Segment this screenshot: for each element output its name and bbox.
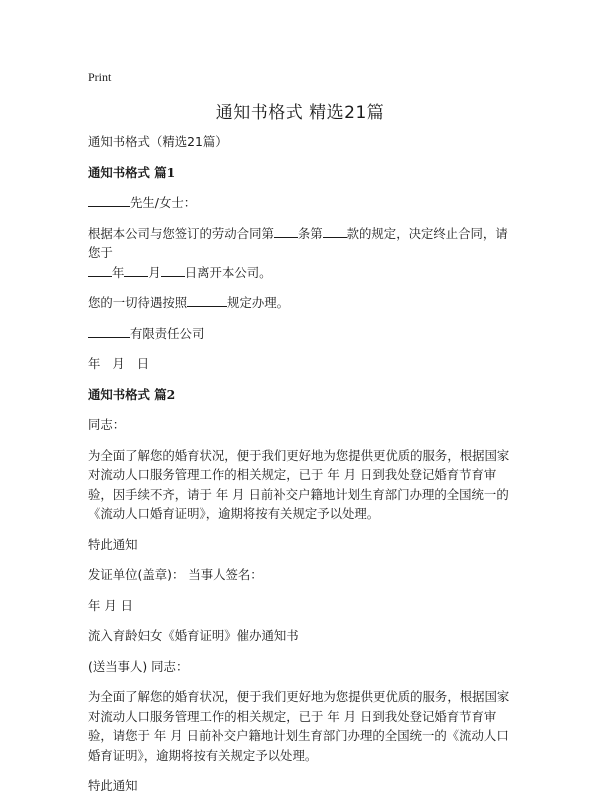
name-blank xyxy=(88,193,130,207)
body-text: 月 xyxy=(148,264,161,280)
salutation-line-2: 同志： xyxy=(88,417,126,432)
notice-paragraph: 为全面了解您的婚育状况，便于我们更好地为您提供更优质的服务，根据国家对流动人口服务管理工作的相关规定，已于 年 月 日到我处登记婚育节育审验，因手续不齐，请于 年 月 日前补交户籍地计划生育部门办理的全国统一的《流动人口婚育证明》，逾期将按有关规定予以处理。 xyxy=(88,447,510,521)
section-heading-1: 通知书格式 篇1 xyxy=(88,164,176,180)
body-text: 年 xyxy=(112,264,125,280)
special-notice-2: 特此通知 xyxy=(88,778,138,793)
recipient-line: (送当事人) 同志： xyxy=(88,658,189,674)
body-text: 款的规定，决定终止合同，请您于 xyxy=(88,225,508,260)
date-year: 年 xyxy=(88,356,101,371)
date-month: 月 xyxy=(112,356,125,371)
month-blank xyxy=(124,263,148,277)
body-text: 条第 xyxy=(297,225,323,241)
special-notice: 特此通知 xyxy=(88,536,138,552)
day-blank xyxy=(161,263,185,277)
page-title: 通知书格式 精选21篇 xyxy=(215,103,385,123)
company-name-blank xyxy=(88,324,130,338)
document-subtitle: 通知书格式（精选21篇） xyxy=(88,134,228,149)
reminder-paragraph: 为全面了解您的婚育状况，便于我们更好地为您提供更优质的服务，根据国家对流动人口服务管理工作的相关规定，已于 年 月 日到我处登记婚育节育审验，请您于 年 月 日前补交户籍地计划生育部门办理的全国统一的《流动人口婚育证明》，逾期将按有关规定予以处理。 xyxy=(88,689,510,763)
termination-paragraph xyxy=(88,224,516,283)
contract-article-blank xyxy=(274,224,298,238)
company-line xyxy=(88,324,516,344)
salutation-line xyxy=(88,193,516,213)
body-text: 日离开本公司。 xyxy=(184,264,272,280)
reminder-title: 流入育龄妇女《婚育证明》催办通知书 xyxy=(88,628,299,643)
body-text: 根据本公司与您签订的劳动合同第 xyxy=(88,225,274,241)
body-text: 您的一切待遇按照 xyxy=(88,295,188,310)
body-text: 规定办理。 xyxy=(227,295,290,310)
section-heading-2: 通知书格式 篇2 xyxy=(88,386,176,402)
contract-clause-blank xyxy=(323,224,347,238)
document-body xyxy=(88,132,516,807)
company-text: 有限责任公司 xyxy=(130,325,205,341)
date-day: 日 xyxy=(136,356,150,371)
salutation-text: 先生/女士： xyxy=(130,195,197,210)
issuer-line: 发证单位(盖章)： 当事人签名： xyxy=(88,567,263,582)
date-line-1 xyxy=(88,354,516,374)
date-line-2: 年 月 日 xyxy=(88,597,134,613)
print-link[interactable]: Print xyxy=(88,70,112,84)
year-blank xyxy=(88,263,112,277)
regulation-blank xyxy=(187,293,227,307)
treatment-line xyxy=(88,293,516,313)
